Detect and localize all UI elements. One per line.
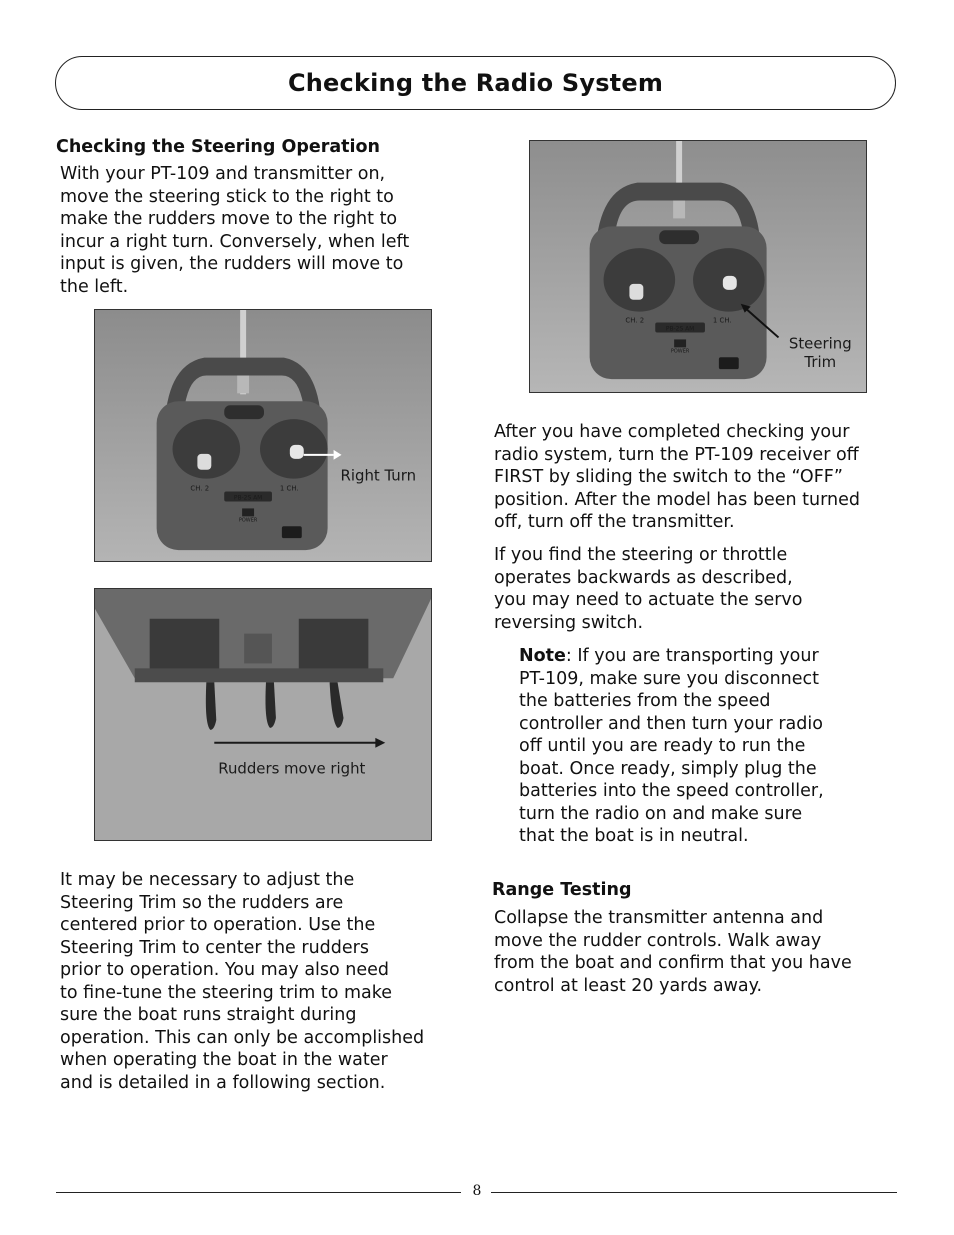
footer-rule-right	[491, 1192, 897, 1193]
power-label: POWER	[670, 348, 690, 355]
steering-heading: Checking the Steering Operation	[56, 137, 381, 157]
steering-label: Steering	[788, 334, 852, 353]
note-text: : If you are transporting your PT-109, make sure you disconnect the batteries from the speed controller and then turn your radio off until you are ready to run the boat. Once ready, simply plug the batteries into the speed controller, turn the radio on and make sure that the boat is in neutral.	[519, 646, 824, 846]
backwards-paragraph: If you find the steering or throttle operates backwards as described, you may need to actuate the servo reversing switch.	[494, 545, 803, 633]
footer-rule-left	[56, 1192, 461, 1193]
note-paragraph	[519, 645, 824, 848]
power-label: POWER	[238, 517, 258, 524]
range-testing-paragraph: Collapse the transmitter antenna and move the rudder controls. Walk away from the boat and confirm that you have control at least 20 yards away.	[494, 908, 852, 996]
right-turn-label: Right Turn	[340, 466, 417, 485]
model-label: PB-2S AM	[665, 325, 695, 333]
channel-2-label: CH. 2	[190, 484, 210, 493]
page-number: 8	[472, 1183, 482, 1199]
rudders-move-right-label: Rudders move right	[218, 759, 366, 778]
page-title: Checking the Radio System	[287, 69, 664, 97]
channel-1-label: 1 CH.	[279, 484, 299, 493]
page-title-banner	[55, 56, 896, 110]
steering-trim-paragraph: It may be necessary to adjust the Steering Trim so the rudders are centered prior to operation. Use the Steering Trim to center the rudders prior to operation. You may also need to fine-tune the steering trim to make sure the boat runs straight during operation. This can only be accomplished when operating the boat in the water and is detailed in a following section.	[60, 870, 425, 1093]
after-checking-paragraph: After you have completed checking your radio system, turn the PT-109 receiver off FIRST by sliding the switch to the “OFF” position. After the model has been turned off, turn off the transmitter.	[494, 422, 860, 532]
trim-label: Trim	[804, 353, 837, 372]
transmitter-right-turn-photo	[94, 309, 432, 562]
range-testing-heading: Range Testing	[492, 880, 632, 900]
steering-trim-photo	[529, 140, 867, 393]
channel-2-label: CH. 2	[625, 316, 645, 325]
channel-1-label: 1 CH.	[712, 316, 732, 325]
rudders-photo	[94, 588, 432, 841]
model-label: PB-2S AM	[233, 494, 263, 502]
steering-paragraph: With your PT-109 and transmitter on, move the steering stick to the right to make the rudders move to the right to incur a right turn. Conversely, when left input is given, the rudders will move to the left.	[60, 164, 410, 297]
note-label: Note	[519, 646, 566, 666]
